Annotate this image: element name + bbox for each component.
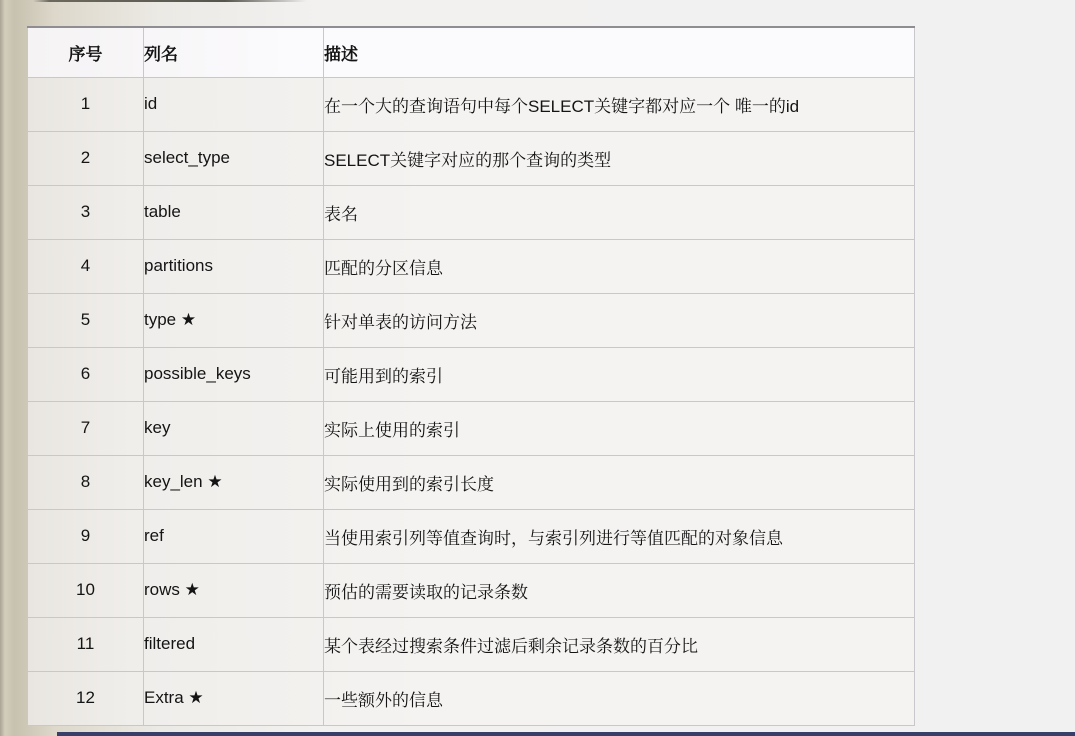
row-name-cell: table — [144, 185, 324, 239]
row-no-cell: 10 — [28, 563, 144, 617]
row-desc-cell: 匹配的分区信息 — [324, 239, 915, 293]
table-row — [28, 509, 915, 563]
row-name-cell: ref — [144, 509, 324, 563]
page-top-edge-line — [33, 0, 307, 2]
row-name-cell: key — [144, 401, 324, 455]
table-row — [28, 401, 915, 455]
explain-columns-table — [27, 26, 915, 726]
row-name-cell: Extra ★ — [144, 671, 324, 725]
row-desc-cell: 表名 — [324, 185, 915, 239]
row-desc-cell: 实际上使用的索引 — [324, 401, 915, 455]
row-no-cell: 7 — [28, 401, 144, 455]
row-no-cell: 9 — [28, 509, 144, 563]
row-desc-cell: 当使用索引列等值查询时，与索引列进行等值匹配的对象信息 — [324, 509, 915, 563]
row-name-cell: rows ★ — [144, 563, 324, 617]
table-row — [28, 293, 915, 347]
table-row — [28, 563, 915, 617]
row-desc-cell: 实际使用到的索引长度 — [324, 455, 915, 509]
row-no-cell: 11 — [28, 617, 144, 671]
row-no-cell: 2 — [28, 131, 144, 185]
table-row — [28, 347, 915, 401]
row-desc-cell: 可能用到的索引 — [324, 347, 915, 401]
row-no-cell: 6 — [28, 347, 144, 401]
table-row — [28, 671, 915, 725]
row-no-cell: 4 — [28, 239, 144, 293]
table-row — [28, 131, 915, 185]
row-desc-cell: 在一个大的查询语句中每个SELECT关键字都对应一个 唯一的id — [324, 77, 915, 131]
row-name-cell: partitions — [144, 239, 324, 293]
table-row — [28, 185, 915, 239]
table-body — [28, 77, 915, 725]
table-header — [28, 27, 915, 77]
row-name-cell: type ★ — [144, 293, 324, 347]
row-name-cell: key_len ★ — [144, 455, 324, 509]
row-desc-cell: 针对单表的访问方法 — [324, 293, 915, 347]
table-row — [28, 77, 915, 131]
row-no-cell: 12 — [28, 671, 144, 725]
row-no-cell: 5 — [28, 293, 144, 347]
row-no-cell: 8 — [28, 455, 144, 509]
row-no-cell: 1 — [28, 77, 144, 131]
bottom-edge-bar — [57, 732, 1075, 736]
row-name-cell: id — [144, 77, 324, 131]
row-desc-cell: 某个表经过搜索条件过滤后剩余记录条数的百分比 — [324, 617, 915, 671]
row-desc-cell: 一些额外的信息 — [324, 671, 915, 725]
row-name-cell: possible_keys — [144, 347, 324, 401]
table-row — [28, 617, 915, 671]
header-cell-name: 列名 — [144, 27, 324, 77]
header-cell-no: 序号 — [28, 27, 144, 77]
table-row — [28, 455, 915, 509]
table-row — [28, 239, 915, 293]
header-cell-desc: 描述 — [324, 27, 915, 77]
explain-columns-table-wrap — [27, 26, 914, 726]
row-name-cell: select_type — [144, 131, 324, 185]
row-no-cell: 3 — [28, 185, 144, 239]
row-desc-cell: 预估的需要读取的记录条数 — [324, 563, 915, 617]
header-row — [28, 27, 915, 77]
row-desc-cell: SELECT关键字对应的那个查询的类型 — [324, 131, 915, 185]
row-name-cell: filtered — [144, 617, 324, 671]
